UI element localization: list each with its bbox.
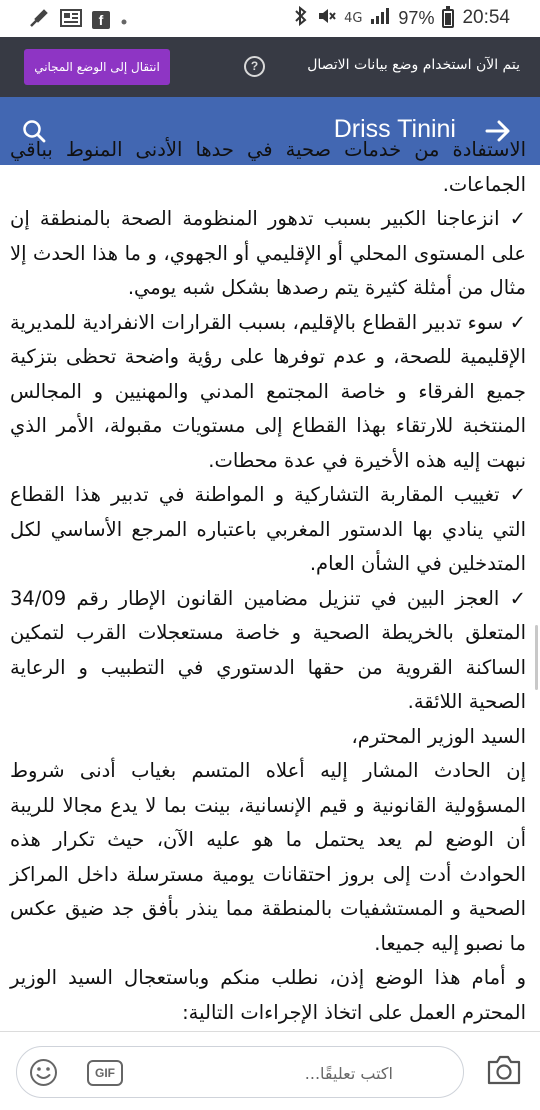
dot-icon: [120, 11, 128, 30]
post-text: [10, 133, 526, 1065]
network-type: 4G: [344, 10, 363, 26]
post-paragraph: إن الحادث المشار إليه أعلاه المتسم بغياب أدنى شروط المسؤولية القانونية و قيم الإنسانية، بينت بما لا يدع مجالا للريبة أن الوضع لم يعد يحتمل ما هو عليه الآن، حيث تكرار هذه الحوادث أدت إلى بروز احتقانات يومية مسترسلة داخل المراكز الصحية و المستشفيات بالمنطقة مما ينذر بأفق جد ضيق عكس ما نصبو إليه جميعا.: [10, 759, 526, 955]
post-content-area[interactable]: [0, 138, 540, 1031]
facebook-icon: f: [92, 11, 110, 29]
scrollbar[interactable]: [535, 625, 538, 690]
battery-icon: [442, 9, 454, 28]
system-status: [294, 6, 510, 30]
post-paragraph: ✓ العجز البين في تنزيل مضامين القانون الإطار رقم 34/09 المتعلق بالخريطة الصحية و خاصة مستعجلات القرب لتمكين الساكنة القروية من حقها الدستوري في التطبيب و الرعاية الصحية اللائقة.: [10, 586, 526, 713]
gif-icon[interactable]: GIF: [87, 1060, 123, 1086]
switch-free-mode-button[interactable]: انتقال إلى الوضع المجاني: [24, 49, 170, 85]
data-mode-message: يتم الآن استخدام وضع بيانات الاتصال: [307, 57, 520, 73]
status-bar: [0, 0, 540, 37]
signal-icon: [370, 8, 390, 28]
page-title: Driss Tinini: [333, 115, 456, 143]
camera-icon[interactable]: [486, 1054, 522, 1086]
post-paragraph: ✓ سوء تدبير القطاع بالإقليم، بسبب القرارات الانفرادية للمديرية الإقليمية للصحة، و عدم توفرها على رؤية واضحة تحظى بتزكية جميع الفرقاء و خاصة المجتمع المدني والمهنيين و المجالس المنتخبة للارتقاء بهذا القطاع إلى مستويات مقبولة، الأمر الذي نبهت إليه هذه الأخيرة في عدة محطات.: [10, 310, 526, 472]
comment-field[interactable]: [16, 1046, 464, 1098]
help-icon[interactable]: ?: [244, 56, 265, 77]
post-paragraph: ✓ انزعاجنا الكبير بسبب تدهور المنظومة الصحة بالمنطقة إن على المستوى المحلي أو الإقليمي أو الجهوي، و ما هذا الحدث إلا مثال من أمثلة كثيرة يتم رصدها بشكل شبه يومي.: [10, 207, 526, 299]
brush-icon: [28, 7, 50, 33]
comment-bar: [0, 1031, 540, 1110]
notification-icons: [28, 7, 128, 33]
post-paragraph: و أمام هذا الوضع إذن، نطلب منكم وباستعجال السيد الوزير المحترم العمل على اتخاذ الإجراءات التالية:: [10, 966, 526, 1024]
mute-icon: [316, 6, 336, 30]
data-mode-banner: [0, 37, 540, 97]
gallery-icon: [60, 9, 82, 31]
battery-percent: 97%: [398, 7, 435, 28]
comment-input[interactable]: [173, 1060, 393, 1086]
post-paragraph: الاستفادة من خدمات صحية في حدها الأدنى المنوط بباقي الجماعات.: [10, 138, 526, 196]
emoji-icon[interactable]: [29, 1058, 58, 1087]
post-paragraph: ✓ تغييب المقاربة التشاركية و المواطنة في تدبير هذا القطاع التي ينادي بها الدستور المغربي باعتباره المرجع الأساسي لكل المتدخلين في الشأن العام.: [10, 483, 526, 575]
clock: 20:54: [462, 7, 510, 28]
post-paragraph: السيد الوزير المحترم،: [351, 724, 526, 748]
bluetooth-icon: [294, 6, 308, 30]
